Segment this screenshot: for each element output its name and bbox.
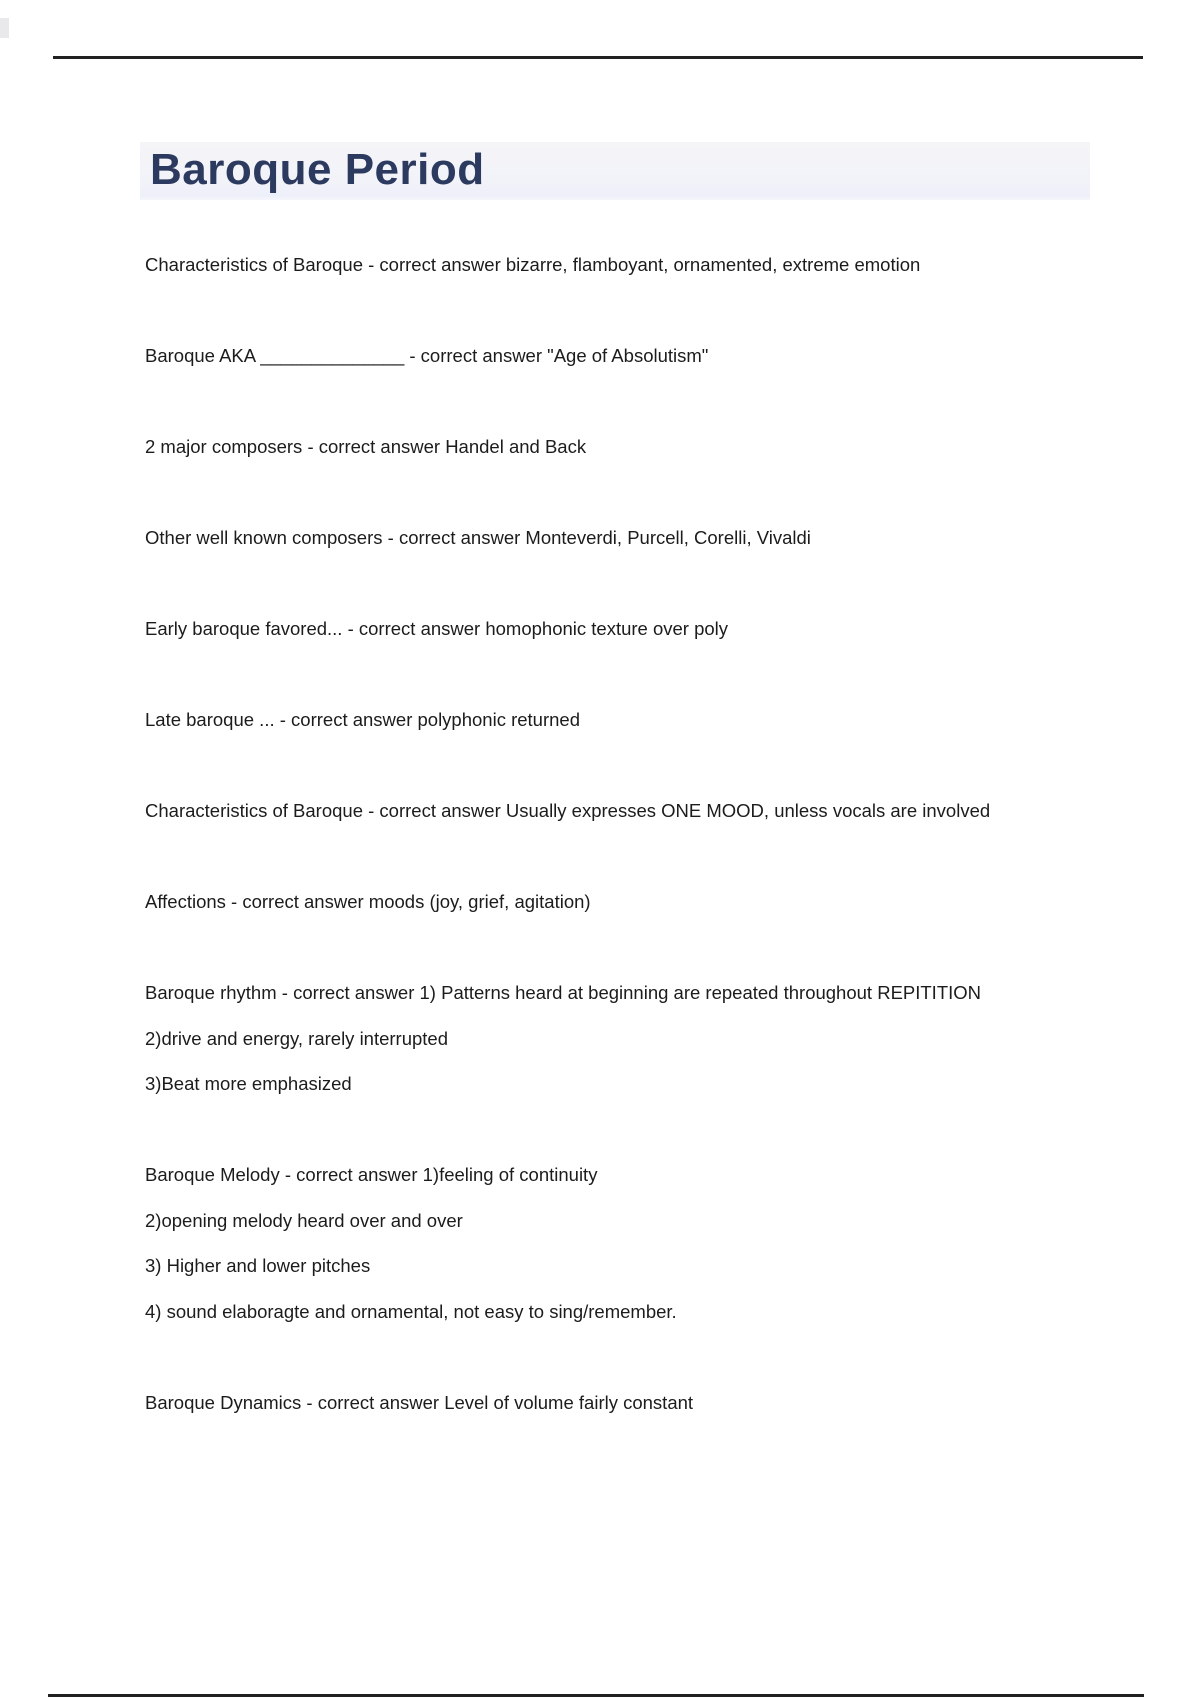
qa-list: [145, 242, 1120, 1425]
qa-text: Early baroque favored... - correct answer homophonic texture over poly: [145, 618, 729, 639]
qa-text: Baroque rhythm - correct answer 1) Patterns heard at beginning are repeated throughout REPITITION: [145, 982, 982, 1003]
qa-text: Other well known composers - correct answer Monteverdi, Purcell, Corelli, Vivaldi: [145, 527, 811, 548]
qa-item: [145, 970, 1120, 1107]
qa-item: [145, 424, 1120, 470]
qa-item: [145, 515, 1120, 561]
scan-artifact: [0, 18, 9, 38]
qa-item: [145, 1380, 1120, 1426]
qa-text: Characteristics of Baroque - correct answer Usually expresses ONE MOOD, unless vocals are involved: [145, 800, 991, 821]
qa-item: [145, 333, 1120, 379]
qa-text: Baroque Dynamics - correct answer Level of volume fairly constant: [145, 1391, 694, 1413]
qa-text: 2)drive and energy, rarely interrupted: [145, 1027, 449, 1049]
bottom-border-line: [48, 1694, 1144, 1697]
qa-item: [145, 788, 1120, 834]
qa-text: 4) sound elaboragte and ornamental, not easy to sing/remember.: [145, 1300, 677, 1322]
qa-text: Late baroque ... - correct answer polyphonic returned: [145, 709, 580, 730]
qa-text: 3) Higher and lower pitches: [145, 1255, 371, 1276]
qa-text: Baroque AKA ______________ - correct answer "Age of Absolutism": [145, 345, 709, 366]
qa-item: [145, 697, 1120, 743]
qa-item: [145, 606, 1120, 652]
title-highlight-bar: [140, 142, 1090, 200]
qa-item: [145, 242, 1120, 288]
top-border-line: [53, 56, 1143, 59]
qa-item: [145, 1152, 1120, 1334]
qa-text: 2)opening melody heard over and over: [145, 1209, 463, 1231]
page-title: Baroque Period: [150, 145, 485, 194]
qa-item: [145, 879, 1120, 925]
qa-text: Characteristics of Baroque - correct answer bizarre, flamboyant, ornamented, extreme emotion: [145, 254, 921, 275]
qa-text: 3)Beat more emphasized: [145, 1073, 352, 1094]
qa-text: Affections - correct answer moods (joy, grief, agitation): [145, 891, 591, 912]
qa-text: 2 major composers - correct answer Handel and Back: [145, 436, 587, 457]
qa-text: Baroque Melody - correct answer 1)feeling of continuity: [145, 1164, 598, 1185]
